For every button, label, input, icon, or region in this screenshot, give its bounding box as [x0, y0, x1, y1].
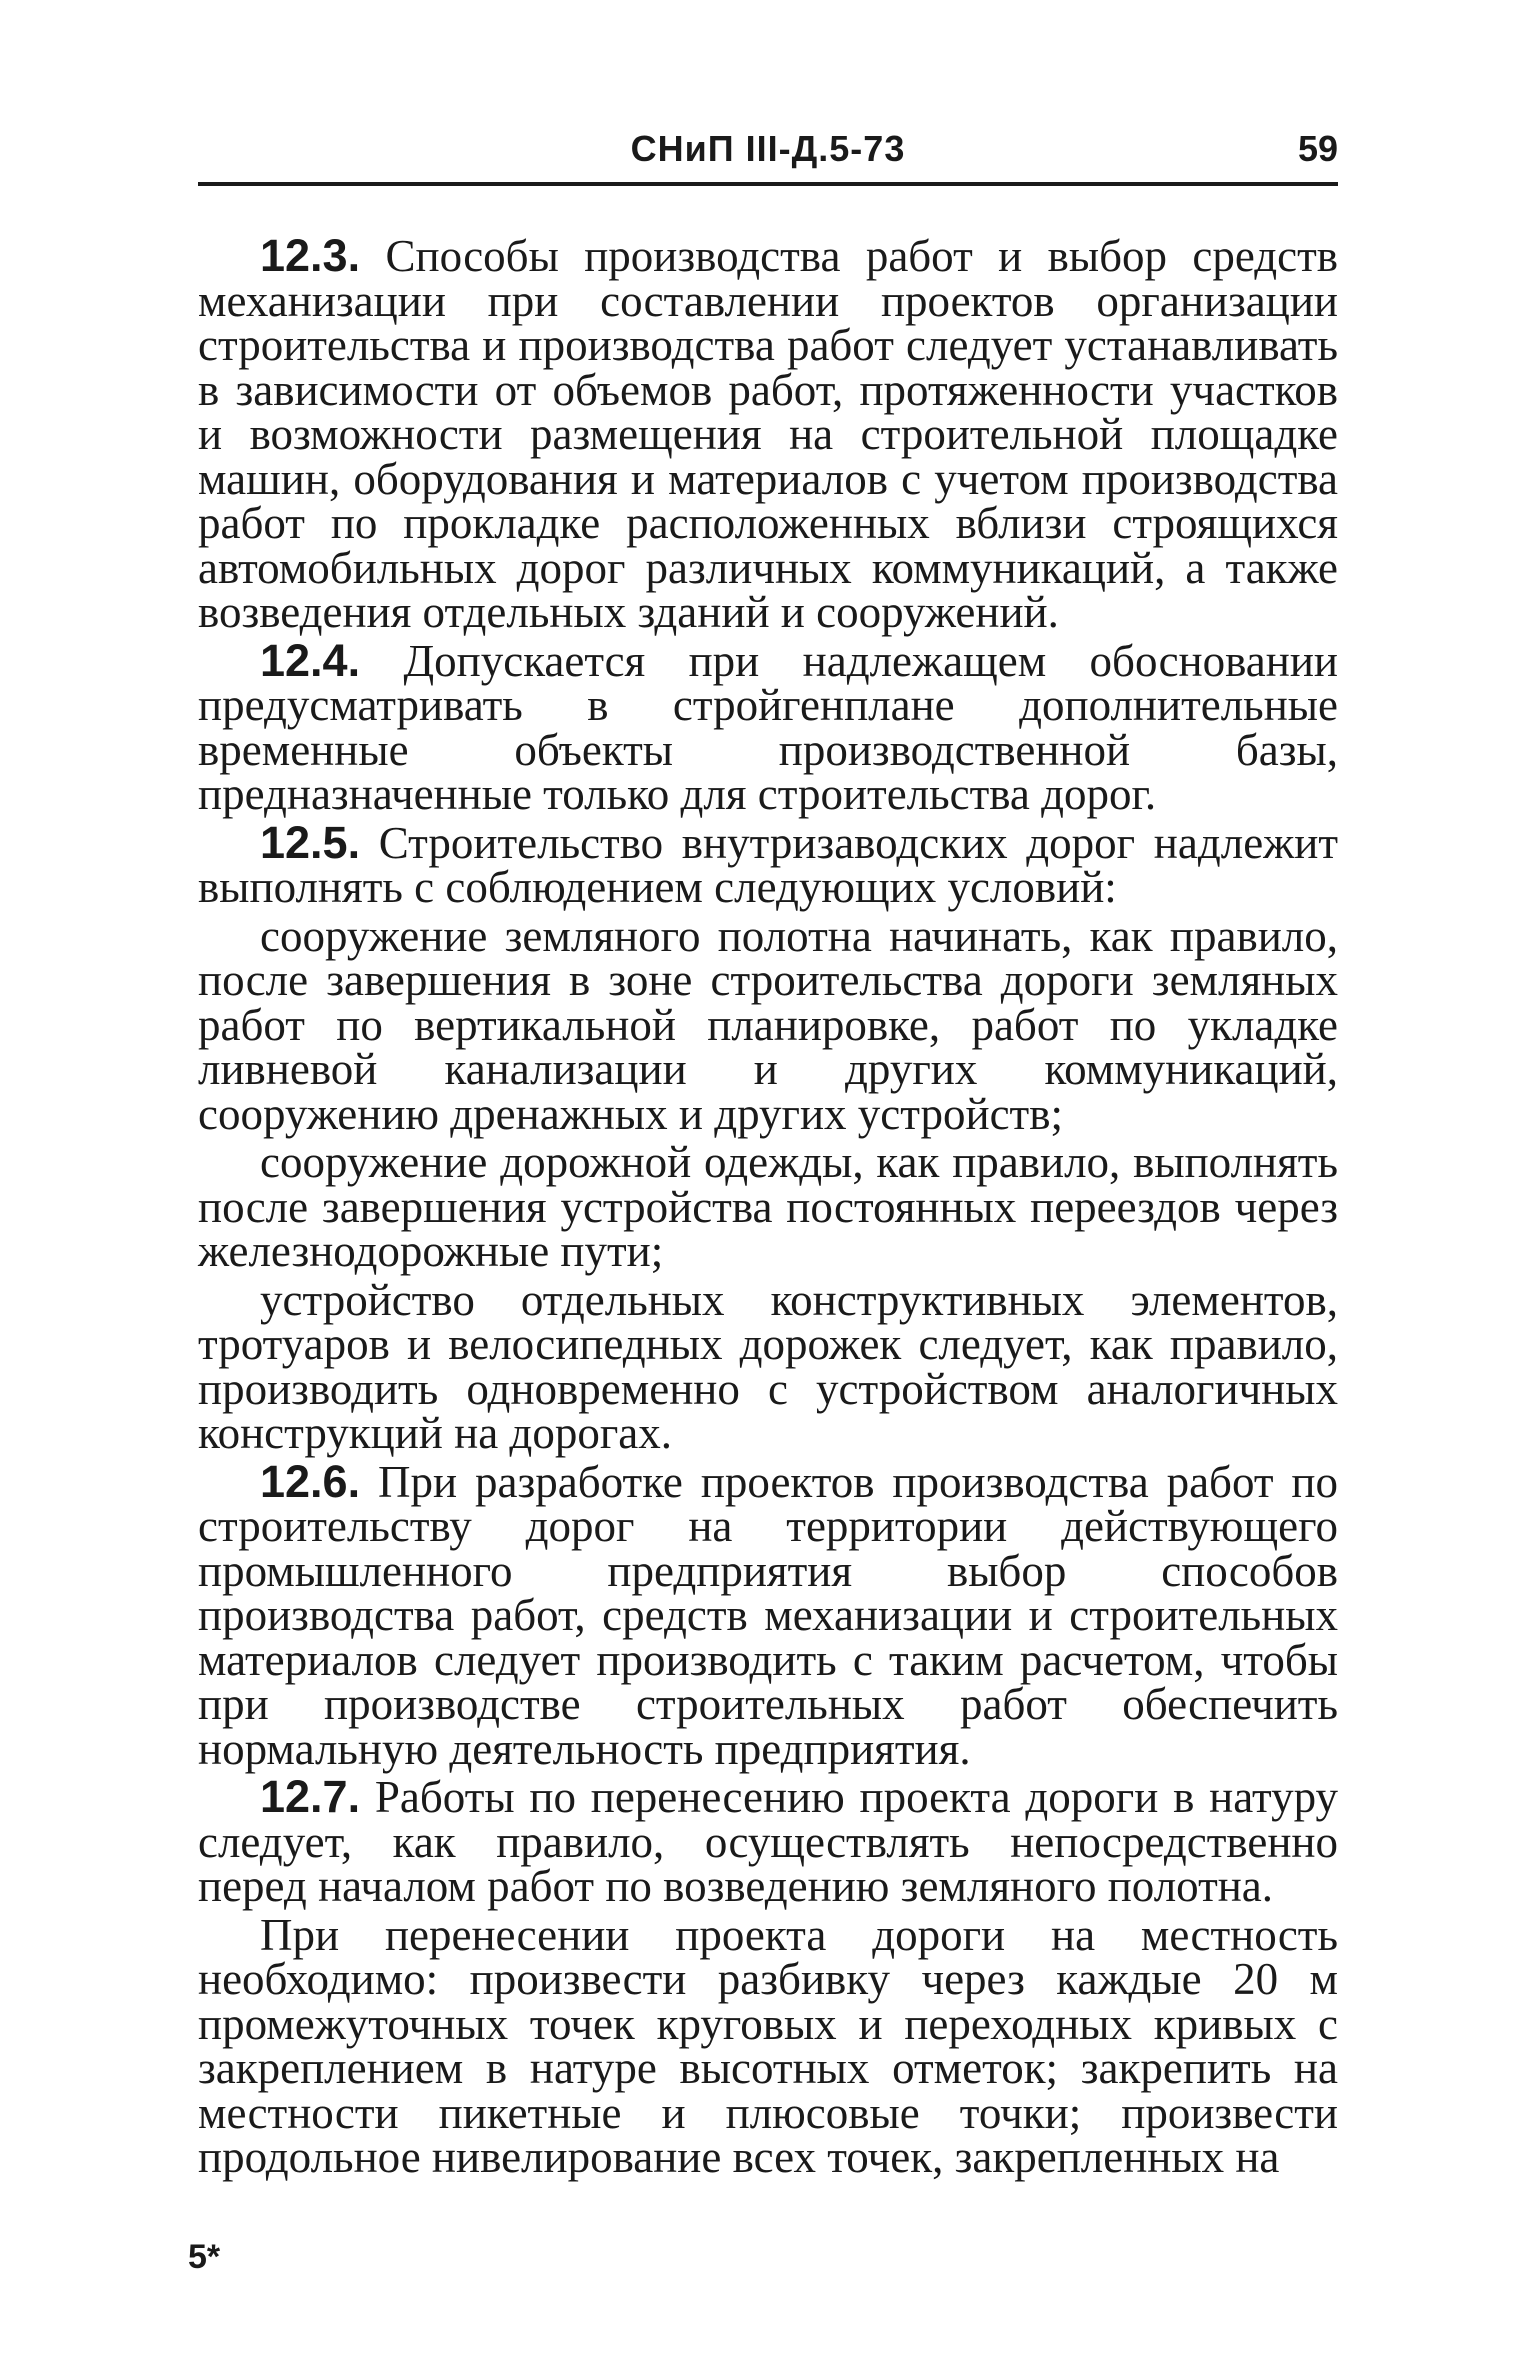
list-item-earthwork [198, 910, 1338, 1139]
body-text [198, 230, 1339, 2182]
paragraph-text: Строительство внутризаводских дорог надлежит выполнять с соблюдением следующих условий: [198, 817, 1339, 912]
running-header [198, 120, 1338, 186]
paragraph-12-6 [198, 1455, 1339, 1774]
clause-number: 12.5. [260, 816, 361, 868]
paragraph-text: Способы производства работ и выбор средств механизации при составлении проектов организации строительства и производства работ следует устанавливать в зависимости от объемов работ, протяженности участков и возможности размещения на строительной площадке машин, оборудования и материалов с учетом производства работ по прокладке расположенных вблизи строящихся автомобильных дорог различных коммуникаций, а также возведения отдельных зданий и сооружений. [198, 231, 1338, 637]
paragraph-12-7 [198, 1771, 1338, 1911]
paragraph-text: сооружение дорожной одежды, как правило, выполнять после завершения устройства постоянных переездов через железнодорожные пути; [198, 1137, 1338, 1276]
paragraph-12-3 [198, 230, 1338, 637]
paragraph-text: Допускается при надлежащем обосновании предусматривать в стройгенплане дополнительные временные объекты производственной базы, предназначенные только для строительства дорог. [198, 635, 1339, 819]
paragraph-text: сооружение земляного полотна начинать, как правило, после завершения в зоне строительства дороги земляных работ по вертикальной планировке, работ по укладке ливневой канализации и других коммуникаций, сооружению дренажных и других устройств; [198, 910, 1338, 1139]
clause-number: 12.3. [260, 230, 361, 281]
paragraph-text: Работы по перенесению проекта дороги в натуру следует, как правило, осуществлять непосредственно перед началом работ по возведению земляного полотна. [198, 1772, 1338, 1911]
paragraph-12-5 [198, 816, 1339, 912]
list-item-pavement [198, 1137, 1338, 1276]
page-number: 59 [1297, 128, 1338, 169]
paragraph-text: устройство отдельных конструктивных элементов, тротуаров и велосипедных дорожек следует, как правило, производить одновременно с устройством аналогичных конструкций на дорогах. [198, 1274, 1338, 1458]
clause-number: 12.6. [260, 1455, 361, 1507]
paragraph-staking-out [198, 1909, 1338, 2182]
paragraph-12-4 [198, 634, 1339, 819]
paragraph-text: При разработке проектов производства работ по строительству дорог на территории действующего промышленного предприятия выбор способов производства работ, средств механизации и строительных материалов следует производить с таким расчетом, чтобы при производстве строительных работ обеспечить нормальную деятельность предприятия. [198, 1456, 1339, 1774]
list-item-sidewalks [198, 1274, 1338, 1458]
clause-number: 12.4. [260, 634, 361, 686]
document-code: СНиП III-Д.5-73 [630, 128, 906, 169]
clause-number: 12.7. [260, 1771, 361, 1822]
signature-mark: 5* [188, 2238, 221, 2276]
document-page [198, 120, 1338, 2184]
paragraph-text: При перенесении проекта дороги на местность необходимо: произвести разбивку через каждые 20 м промежуточных точек круговых и переходных кривых с закреплением в натуре высотных отметок; закрепить на местности пикетные и плюсовые точки; произвести продольное нивелирование всех точек, закрепленных на [198, 1909, 1338, 2182]
